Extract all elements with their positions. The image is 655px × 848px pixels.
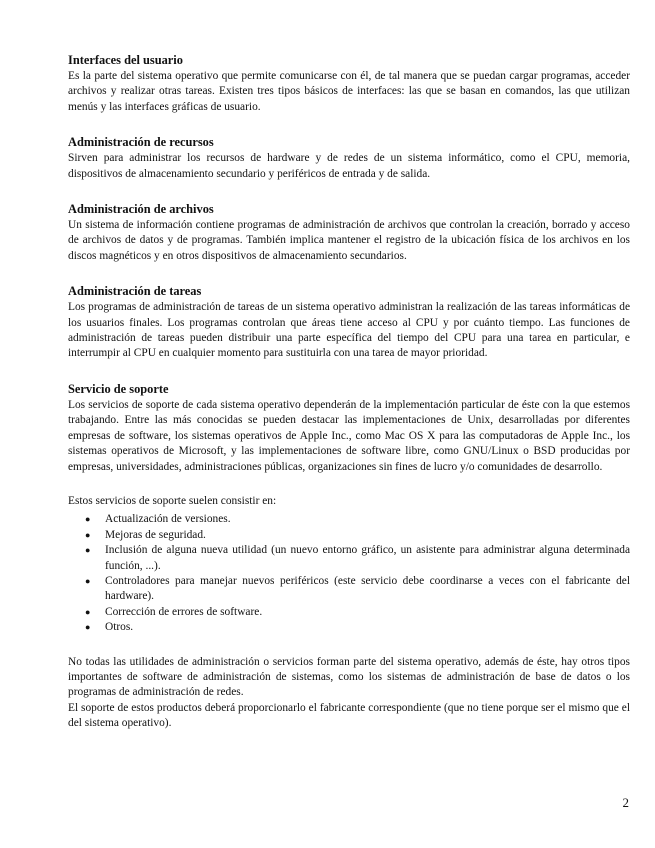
list-item (68, 512, 630, 527)
list-item (68, 620, 630, 635)
section-title: Interfaces del usuario (68, 53, 183, 67)
section-servicio-soporte (68, 381, 630, 475)
section-title: Administración de archivos (68, 202, 214, 217)
section-body: Es la parte del sistema operativo que permite comunicarse con él, de tal manera que se puedan cargar programas, acceder archivos y realizar otras tareas. Existen tres tipos básicos de interfaces: las que se basan en comandos, las que utilizan menús y las interfaces gráficas de usuario. (68, 70, 630, 113)
list-item (68, 605, 630, 620)
list-item-text: Actualización de versiones. (105, 513, 231, 526)
support-list (68, 512, 630, 635)
section-title: Administración de recursos (68, 135, 214, 150)
closing-paragraph: No todas las utilidades de administración o servicios forman parte del sistema operativo, además de éste, hay otros tipos importantes de software de administración de sistemas, como los sistemas de administración de base de datos o los programas de administración de redes. (68, 655, 630, 699)
list-item-text: Otros. (105, 621, 134, 634)
bullet-icon: ● (85, 529, 91, 540)
section-administracion-recursos (68, 134, 630, 182)
list-item (68, 574, 630, 605)
section-title: Servicio de soporte (68, 381, 169, 396)
list-item-text: Inclusión de alguna nueva utilidad (un nuevo entorno gráfico, un asistente para administrar alguna determinada función, ...). (105, 544, 630, 572)
section-administracion-tareas (68, 283, 630, 362)
bullet-icon: ● (85, 514, 91, 525)
bullet-icon: ● (85, 622, 91, 633)
list-item-text: Mejoras de seguridad. (105, 528, 206, 541)
document-page (68, 52, 630, 732)
list-item-text: Corrección de errores de software. (105, 605, 263, 618)
support-list-intro: Estos servicios de soporte suelen consistir en: (68, 494, 277, 507)
section-title: Administración de tareas (68, 284, 202, 299)
bullet-icon: ● (85, 606, 91, 617)
closing-paragraph: El soporte de estos productos deberá proporcionarlo el fabricante correspondiente (que no tiene porque ser el mismo que el del sistema operativo). (68, 701, 630, 730)
section-body: Los servicios de soporte de cada sistema operativo dependerán de la implementación particular de éste con la que estemos trabajando. Entre las más conocidas se pueden destacar las implementaciones de Unix, desarrolladas por diferentes empresas de software, los sistemas operativos de Apple Inc., como Mac OS X para las computadoras de Apple Inc., los sistemas operativos de Microsoft, y las implementaciones de software libre, como GNU/Linux o BSD producidas por empresas, universidades, administraciones públicas, organizaciones sin fines de lucro y/o comunidades de desarrollo. (68, 398, 630, 473)
bullet-icon: ● (85, 575, 91, 586)
list-item-text: Controladores para manejar nuevos periféricos (este servicio debe coordinarse a veces con el fabricante del hardware). (105, 574, 630, 603)
bullet-icon: ● (85, 545, 91, 556)
section-body: Los programas de administración de tareas de un sistema operativo administran la realización de las tareas informáticas de los usuarios finales. Los programas controlan que áreas tiene acceso al CPU y por cuánto tiempo. Las funciones de administración de tareas pueden distribuir una parte específica del tiempo del CPU para una tarea en particular, e interrumpir al CPU en cualquier momento para sustituirla con una tarea de mayor prioridad. (68, 301, 630, 360)
section-interfaces-usuario (68, 52, 630, 115)
page-number: 2 (622, 795, 629, 810)
section-body: Un sistema de información contiene programas de administración de archivos que controlan la creación, borrado y acceso de archivos de datos y de programas. También implica mantener el registro de la ubicación física de los archivos en los discos magnéticos y en otros dispositivos de almacenamiento secundarios. (68, 219, 630, 262)
list-item (68, 528, 630, 543)
section-body: Sirven para administrar los recursos de hardware y de redes de un sistema informático, como el CPU, memoria, dispositivos de almacenamiento secundario y periféricos de entrada y de salida. (68, 152, 630, 180)
list-item (68, 543, 630, 574)
section-administracion-archivos (68, 201, 630, 264)
